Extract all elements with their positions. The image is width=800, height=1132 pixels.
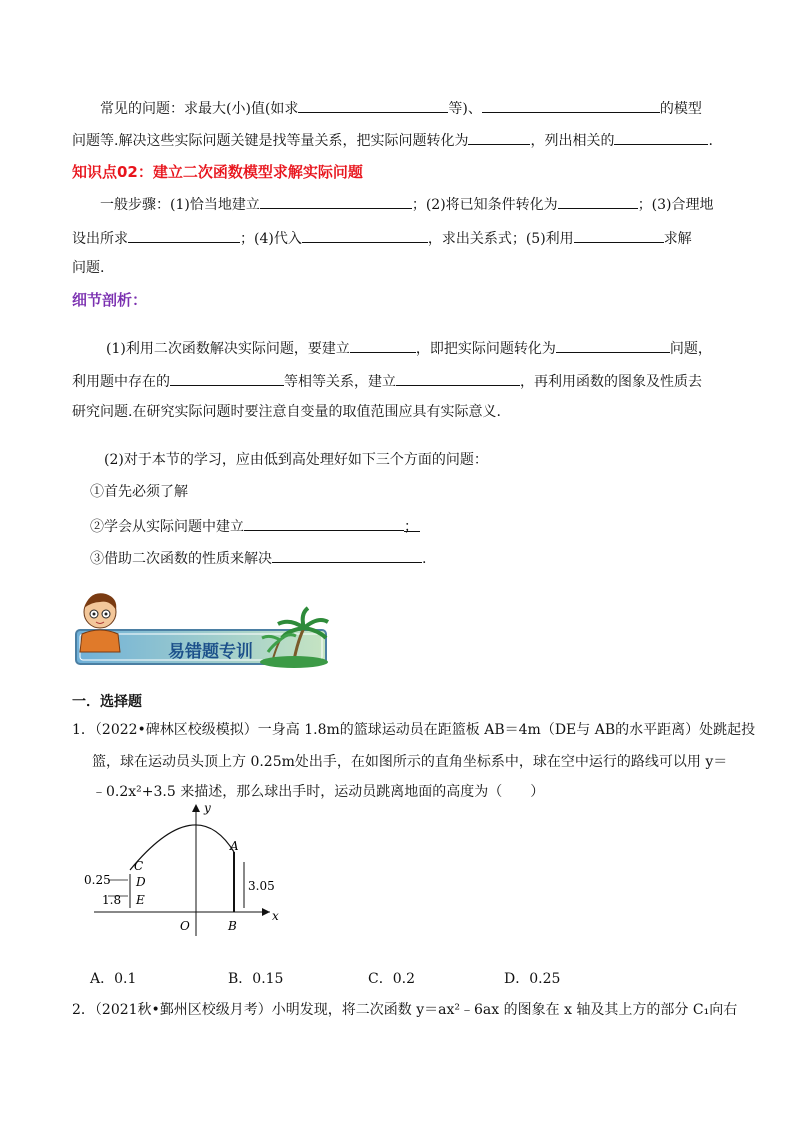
intro-text: 常见的问题：求最大(小)值(如求 <box>100 101 299 117</box>
blank[interactable] <box>482 98 660 113</box>
basketball-diagram <box>84 800 284 940</box>
kp2-text: ，求出关系式；(5)利用 <box>427 231 574 247</box>
kp2-text: 一般步骤：(1)恰当地建立 <box>100 197 260 213</box>
x-arrow-icon <box>262 908 270 916</box>
label-305: 3.05 <box>248 879 275 893</box>
y-arrow-icon <box>192 804 200 812</box>
blank[interactable] <box>298 98 448 113</box>
detail-line-1 <box>106 338 712 359</box>
detail-title: 细节剖析： <box>72 291 148 309</box>
blank[interactable] <box>614 130 708 145</box>
detail-line-7 <box>90 548 426 569</box>
kp2-text: ；(4)代入 <box>240 231 302 247</box>
option-a[interactable]: A．0.1 <box>90 971 137 987</box>
blank[interactable] <box>170 371 284 386</box>
question-number: 2． <box>72 1002 95 1018</box>
label-O: O <box>180 919 190 933</box>
q1-line-1 <box>72 720 755 740</box>
intro-text: 的模型 <box>659 101 702 117</box>
kp2-text: 求解 <box>663 231 692 247</box>
blank[interactable] <box>260 194 412 209</box>
kp2-text: ；(2)将已知条件转化为 <box>411 197 558 213</box>
error-training-banner <box>72 590 332 672</box>
detail-line-3: 研究问题.在研究实际问题时要注意自变量的取值范围应具有实际意义. <box>72 404 501 420</box>
intro-line-1 <box>100 98 702 119</box>
q1-line-2: 篮，球在运动员头顶上方 0.25m处出手，在如图所示的直角坐标系中，球在空中运行的路线可以用 y＝ <box>92 754 728 770</box>
blank[interactable] <box>128 228 240 243</box>
label-D: D <box>136 875 146 889</box>
kp2-line-1 <box>100 194 714 215</box>
q2-line-1 <box>72 1000 737 1020</box>
intro-line-2 <box>72 130 713 151</box>
detail-text: ，再利用函数的图象及性质去 <box>520 374 702 390</box>
detail-text: 利用题中存在的 <box>72 374 170 390</box>
detail-line-2 <box>72 371 702 392</box>
q1-text: （2022•碑林区校级模拟）一身高 1.8m的篮球运动员在距篮板 AB＝4m（DE与 AB的水平距离）处跳起投 <box>94 722 756 738</box>
detail-text: 等相等关系，建立 <box>284 374 396 390</box>
label-025: 0.25 <box>84 873 111 887</box>
label-18: 1.8 <box>102 893 122 907</box>
blank[interactable] <box>574 228 664 243</box>
blank[interactable] <box>396 371 520 386</box>
detail-text: ，即把实际问题转化为 <box>415 341 556 357</box>
intro-text: 等)、 <box>448 101 482 117</box>
banner-label: 易错题专训 <box>168 642 253 662</box>
label-x: x <box>272 909 279 923</box>
blank[interactable] <box>558 194 638 209</box>
blank[interactable] <box>302 228 428 243</box>
kp2-text: ；(3)合理地 <box>637 197 714 213</box>
detail-line-4: (2)对于本节的学习，应由低到高处理好如下三个方面的问题： <box>104 452 488 468</box>
label-A: A <box>230 839 239 853</box>
kp2-text: 设出所求 <box>72 231 128 247</box>
label-y: y <box>204 801 211 815</box>
kp2-title: 知识点02：建立二次函数模型求解实际问题 <box>72 163 363 181</box>
detail-text: 问题， <box>669 341 712 357</box>
detail-text: . <box>422 551 427 567</box>
blank: ； <box>404 519 418 535</box>
kp2-line-2 <box>72 228 692 249</box>
q1-line-3: ﹣0.2x²+3.5 来描述，那么球出手时，运动员跳离地面的高度为（ ） <box>92 784 545 800</box>
blank[interactable] <box>272 548 422 563</box>
intro-text: 问题等.解决这些实际问题关键是找等量关系，把实际问题转化为 <box>72 133 469 149</box>
blank[interactable] <box>244 516 404 531</box>
detail-line-5: ①首先必须了解 <box>90 484 188 500</box>
label-B: B <box>228 919 237 933</box>
q2-text: （2021秋•鄞州区校级月考）小明发现，将二次函数 y＝ax²﹣6ax 的图象在 x 轴及其上方的部分 C₁向右 <box>94 1002 738 1018</box>
trajectory-curve <box>130 825 234 870</box>
option-b[interactable]: B．0.15 <box>228 971 284 987</box>
blank[interactable] <box>556 338 670 353</box>
detail-line-6 <box>90 516 420 537</box>
option-d[interactable]: D．0.25 <box>504 971 561 987</box>
intro-text: ，列出相关的 <box>530 133 615 149</box>
section-title: 一．选择题 <box>72 694 142 710</box>
question-number: 1． <box>72 722 95 738</box>
blank[interactable] <box>468 130 530 145</box>
label-E: E <box>136 893 145 907</box>
detail-text: (1)利用二次函数解决实际问题，要建立 <box>106 341 350 357</box>
kp2-line-3: 问题. <box>72 260 105 276</box>
intro-text: . <box>708 133 713 149</box>
detail-text: ②学会从实际问题中建立 <box>90 519 244 535</box>
label-C: C <box>134 859 144 873</box>
detail-text: ③借助二次函数的性质来解决 <box>90 551 272 567</box>
blank[interactable] <box>350 338 416 353</box>
option-c[interactable]: C．0.2 <box>368 971 415 987</box>
